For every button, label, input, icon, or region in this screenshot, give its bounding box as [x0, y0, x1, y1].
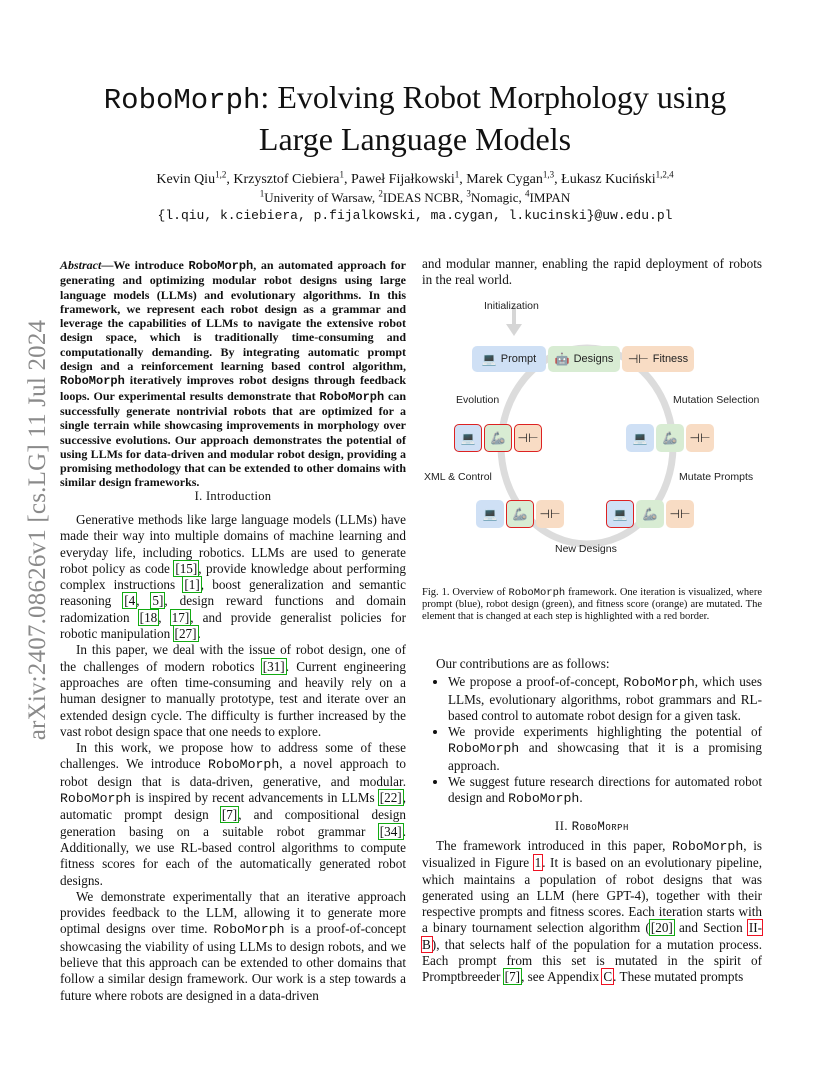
- robot-arm-icon: 🦾: [642, 507, 658, 521]
- citation-link[interactable]: [20]: [650, 920, 673, 936]
- citation-link[interactable]: 17]: [171, 609, 190, 625]
- text: is a proof-of-concept showcasing the viability of using LLMs to design robots, and we believe that this approach can be extended to other domains that follow a similar design framework. Our work is a step towards a future where robots are designed in a data-driven: [60, 921, 406, 1003]
- caption-text: Fig. 1. Overview of: [422, 587, 509, 598]
- abstract-label: Abstract: [60, 258, 102, 272]
- text: . It is based on an evolutionary pipeline, which maintains a population of robot designs that was generated using an LLM (here GPT-4), together with their respective prompts and fitness scores. Each iteration starts with a binary tournament selection algorithm (: [422, 855, 762, 936]
- label-initialization: Initialization: [484, 300, 539, 312]
- text: , is visualized in Figure: [422, 838, 762, 871]
- list-item: [448, 674, 762, 724]
- system-name: RoboMorph: [319, 389, 385, 404]
- system-name: RoboMorph: [208, 757, 280, 773]
- abstract: [60, 258, 406, 490]
- author-name: , Łukasz Kuciński: [554, 172, 656, 187]
- box-fitness: [622, 346, 694, 372]
- affil-text: IDEAS NCBR,: [382, 190, 467, 205]
- contributions: [422, 656, 762, 808]
- contributions-intro: Our contributions are as follows:: [436, 656, 610, 671]
- xml-fitness: [536, 500, 564, 528]
- text: , which uses LLMs, evolutionary algorithms, robot grammars and RL-based control to automate robot design for a given task.: [448, 674, 762, 723]
- text: We provide experiments highlighting the potential of: [448, 724, 762, 740]
- text: The framework introduced in this paper,: [436, 838, 673, 853]
- author-sup: 1,2,4: [655, 169, 674, 180]
- system-name: RoboMorph: [672, 839, 744, 854]
- affil-sup: 3: [466, 188, 471, 199]
- robot-arm-icon: 🦾: [662, 431, 678, 445]
- text: , and provide generalist policies for robotic manipulation: [60, 609, 406, 642]
- affil-sup: 1: [259, 188, 265, 199]
- mutate-prompt: [606, 500, 634, 528]
- figure-1-caption: [422, 587, 762, 624]
- citation-link[interactable]: [34]: [379, 823, 402, 839]
- label-xml-control: XML & Control: [424, 471, 492, 483]
- abstract-text: iteratively improves robot designs through feedback loops. Our experimental results demonstrate that: [60, 373, 406, 403]
- affil-text: Univerity of Warsaw,: [264, 190, 379, 205]
- section-2-body: [422, 838, 762, 986]
- robot-arm-icon: 🦾: [490, 431, 506, 445]
- author-name: , Paweł Fijałkowski: [343, 172, 455, 187]
- robot-figure-icon: 🤖: [554, 352, 570, 366]
- text: In this work, we propose how to address some of these challenges. We introduce: [60, 740, 406, 772]
- text: In this paper, we deal with the issue of robot design, one of the challenges of modern robotics: [60, 642, 406, 674]
- citation-link[interactable]: [4: [124, 593, 136, 609]
- text: Generative methods like large language models (LLMs) have made their way into multiple domains of machine learning and everyday life, including robotics. LLMs are used to generate robot policy as code: [60, 512, 406, 576]
- paragraph: [422, 838, 762, 986]
- citation-link[interactable]: [7]: [504, 969, 521, 985]
- section-number: II.: [555, 819, 572, 833]
- text: and showcasing that it is a promising approach.: [448, 740, 762, 773]
- author-emails: {l.qiu, k.ciebiera, p.fijalkowski, ma.cygan, l.kucinski}@uw.edu.pl: [157, 208, 673, 223]
- paragraph: [60, 889, 406, 1004]
- text: We demonstrate experimentally that an iterative approach provides feedback to the LLM, allowing it to generate more optimal designs over time.: [60, 888, 406, 937]
- arxiv-stamp: [8, 300, 68, 760]
- box-prompt: [472, 346, 546, 372]
- dumbbell-icon: ⊣⊢: [689, 431, 711, 445]
- xml-design: [506, 500, 534, 528]
- citation-link[interactable]: [1]: [184, 577, 200, 593]
- dumbbell-icon: ⊣⊢: [627, 352, 649, 366]
- affil-sup: 2: [378, 188, 383, 199]
- selection-design: [656, 424, 684, 452]
- citation-link[interactable]: [27]: [174, 626, 197, 642]
- affil-sup: 4: [525, 188, 530, 199]
- text: ,: [158, 609, 171, 625]
- text: We suggest future research directions for automated robot design and: [448, 774, 762, 806]
- authors: [70, 169, 760, 188]
- evolution-fitness: [514, 424, 542, 452]
- abstract-text: , an automated approach for generating and optimizing modular robot designs using large language models (LLMs) and evolutionary algorithms. In this framework, we represent each robot design as a grammar and leverage the capabilities of LLMs to navigate the extensive robot design space, which is traditionally time-consuming and computationally demanding. By integrating automatic prompt design and a reinforcement learning based control algorithm,: [60, 258, 406, 374]
- abstract-text: can successfully generate nontrivial robots that are optimized for a single terrain while showcasing improvements in morphology over successive evolutions. Our approach demonstrates the potential of using LLMs for data-driven and modular robot design, providing a promising methodology that can be extended to other domains with similar design frameworks.: [60, 388, 406, 490]
- citation-link[interactable]: [15]: [175, 560, 198, 576]
- title-rest: : Evolving Robot Morphology using Large Language Models: [258, 79, 727, 157]
- citation-link[interactable]: [7]: [221, 807, 238, 823]
- system-name: RoboMorph: [60, 791, 132, 807]
- citation-link[interactable]: [22]: [379, 790, 402, 806]
- text: , boost generalization and semantic reasoning: [60, 577, 406, 609]
- text: .: [579, 790, 583, 806]
- mutate-design: [636, 500, 664, 528]
- robot-arm-icon: 🦾: [512, 507, 528, 521]
- contributions-list: [422, 674, 762, 807]
- system-name: RoboMorph: [448, 741, 520, 757]
- text: ,: [136, 593, 152, 609]
- system-name: RoboMorph: [60, 374, 125, 389]
- text: . These mutated prompts: [613, 969, 744, 985]
- evolution-design: [484, 424, 512, 452]
- xml-prompt: [476, 500, 504, 528]
- text: , a novel approach to robot design that is data-driven, generative, and modular.: [60, 756, 406, 789]
- system-name: RoboMorph: [508, 791, 580, 807]
- dumbbell-icon: ⊣⊢: [539, 507, 561, 521]
- laptop-person-icon: 💻: [481, 352, 497, 366]
- mutate-fitness: [666, 500, 694, 528]
- text: , design reward functions and domain radomization: [60, 593, 406, 625]
- abstract-text: —We introduce: [101, 258, 189, 272]
- text: . Additionally, we use RL-based control algorithms to compute fitness scores for each of the automatically generated robot designs.: [60, 823, 406, 888]
- dumbbell-icon: ⊣⊢: [517, 431, 539, 445]
- laptop-person-icon: 💻: [482, 507, 498, 521]
- text: ), that selects half of the population for a mutation process. Each prompt from this set is mutated in the spirit of Promptbreeder: [422, 936, 762, 985]
- text: We propose a proof-of-concept,: [448, 674, 624, 690]
- init-arrowhead: [506, 324, 522, 336]
- system-name: RoboMorph: [508, 587, 566, 599]
- citation-link[interactable]: [31]: [262, 658, 285, 674]
- affil-text: IMPAN: [529, 190, 571, 205]
- system-name: RoboMorph: [213, 922, 285, 938]
- author-name: , Marek Cygan: [459, 172, 543, 187]
- box-designs: [548, 346, 620, 372]
- box-prompt-label: Prompt: [500, 353, 537, 365]
- evolution-prompt: [454, 424, 482, 452]
- list-item: [448, 774, 762, 808]
- text: .: [197, 626, 201, 642]
- citation-link[interactable]: [18: [139, 609, 158, 625]
- author-sup: 1: [339, 169, 344, 180]
- label-mutate-prompts: Mutate Prompts: [679, 471, 754, 483]
- section-heading-introduction: I. Introduction: [194, 489, 272, 503]
- text: , see Appendix: [521, 969, 603, 985]
- selection-prompt: [626, 424, 654, 452]
- system-name: RoboMorph: [188, 259, 254, 273]
- label-new-designs: New Designs: [555, 543, 617, 555]
- label-evolution: Evolution: [456, 394, 500, 406]
- text: and Section: [673, 920, 748, 936]
- citation-link[interactable]: 5]: [152, 593, 164, 609]
- laptop-person-icon: 💻: [612, 507, 628, 521]
- section-link[interactable]: II-B: [422, 920, 763, 952]
- affiliations: [70, 190, 760, 206]
- laptop-person-icon: 💻: [632, 431, 648, 445]
- box-fitness-label: Fitness: [652, 353, 689, 365]
- caption-text: framework. One iteration is visualized, where prompt (blue), robot design (green), and fitness score (orange) are mutated. The element that is changed at each step is highlighted with a red border.: [422, 587, 762, 623]
- section-name: RoboMorph: [571, 820, 629, 834]
- box-designs-label: Designs: [573, 353, 614, 365]
- text: is inspired by recent advancements in LLMs: [131, 790, 379, 806]
- author-sup: 1,2: [215, 169, 227, 180]
- text: , provide knowledge about performing complex instructions: [60, 560, 406, 593]
- paper-title: [70, 78, 760, 158]
- text: , automatic prompt design: [60, 790, 406, 823]
- section-heading-robomorph: [422, 818, 762, 835]
- affil-text: Nomagic,: [470, 190, 525, 205]
- right-column-continuation: and modular manner, enabling the rapid deployment of robots in the real world.: [422, 256, 762, 288]
- selection-fitness: [686, 424, 714, 452]
- paragraph: [60, 512, 406, 642]
- author-name: Kevin Qiu: [156, 172, 216, 187]
- laptop-person-icon: 💻: [460, 431, 476, 445]
- text: . Current engineering approaches are often time-consuming and heavily rely on a human designer to manually prototype, test and iterate over an extended design cycle. The difficulty is further increased by the vast robot design space that one needs to explore.: [60, 658, 406, 739]
- introduction-body: [60, 512, 406, 1004]
- paragraph: [60, 642, 406, 740]
- title-system-name: RoboMorph: [103, 84, 261, 117]
- figure-1-diagram: [422, 296, 762, 562]
- label-mutation-selection: Mutation Selection: [673, 394, 760, 406]
- paragraph: [60, 740, 406, 889]
- dumbbell-icon: ⊣⊢: [669, 507, 691, 521]
- author-sup: 1,3: [542, 169, 555, 180]
- text: , and compositional design generation basing on a suitable robot grammar: [60, 807, 406, 839]
- author-sup: 1: [454, 169, 460, 180]
- arxiv-stamp-text: arXiv:2407.08626v1 [cs.LG] 11 Jul 2024: [24, 319, 51, 741]
- list-item: [448, 724, 762, 774]
- figure-link[interactable]: 1: [534, 855, 542, 871]
- system-name: RoboMorph: [623, 675, 695, 691]
- author-name: , Krzysztof Ciebiera: [226, 172, 340, 187]
- appendix-link[interactable]: C: [603, 969, 613, 985]
